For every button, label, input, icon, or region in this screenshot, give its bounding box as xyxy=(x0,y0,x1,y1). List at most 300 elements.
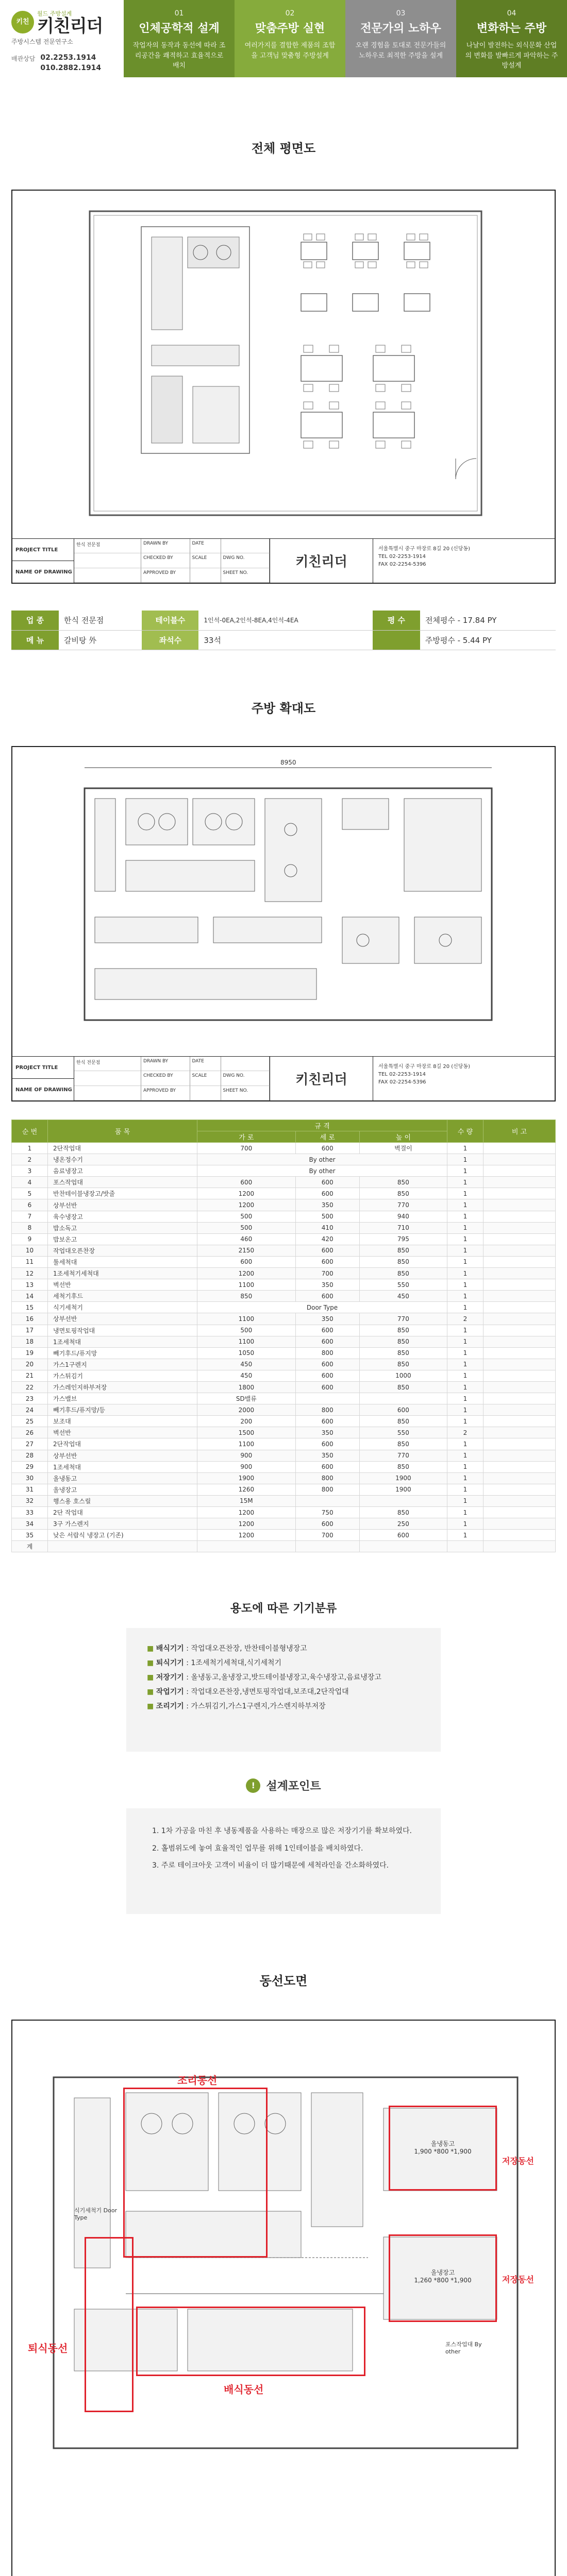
table-cell: 툴세척대 xyxy=(48,1256,197,1267)
table-cell: 7 xyxy=(12,1211,48,1222)
table-cell: 460 xyxy=(197,1233,296,1245)
table-row xyxy=(12,1302,556,1313)
table-cell xyxy=(295,1495,359,1506)
table-cell xyxy=(483,1347,556,1359)
table-cell: 15 xyxy=(12,1302,48,1313)
table-cell: 1900 xyxy=(197,1472,296,1484)
table-row xyxy=(12,1211,556,1222)
table-row xyxy=(12,1256,556,1267)
table-cell: 850 xyxy=(197,1291,296,1302)
table-cell: 600 xyxy=(295,1359,359,1370)
table-cell: 850 xyxy=(359,1245,447,1256)
table-cell: 1 xyxy=(447,1199,483,1211)
table-row xyxy=(12,1484,556,1495)
table-row xyxy=(12,1381,556,1393)
table-cell: 600 xyxy=(295,1256,359,1267)
table-cell: 500 xyxy=(197,1211,296,1222)
table-row xyxy=(12,1177,556,1188)
table-cell: 14 xyxy=(12,1291,48,1302)
table-cell: 1 xyxy=(447,1416,483,1427)
table-cell: 450 xyxy=(197,1370,296,1381)
table-cell: 16 xyxy=(12,1313,48,1325)
table-row xyxy=(12,1393,556,1404)
table-cell: 상부선반 xyxy=(48,1450,197,1461)
col-height: 높 이 xyxy=(359,1131,447,1143)
info-value: 전체평수 - 17.84 PY xyxy=(420,611,556,630)
table-cell: 200 xyxy=(197,1416,296,1427)
table-cell: 가스1구렌지 xyxy=(48,1359,197,1370)
usage-item: ■ 조리기기 : 가스튀김기,가스1구렌지,가스렌지하부저장 xyxy=(147,1699,420,1714)
table-cell: 1200 xyxy=(197,1188,296,1199)
table-cell: By other xyxy=(197,1165,447,1177)
table-cell: 1 xyxy=(447,1336,483,1347)
table-row xyxy=(12,1530,556,1541)
feature-1 xyxy=(124,0,235,77)
table-cell: 22 xyxy=(12,1381,48,1393)
phone-box xyxy=(11,53,124,73)
table-cell: 3구 가스렌지 xyxy=(48,1518,197,1530)
table-cell: 1 xyxy=(447,1359,483,1370)
table-cell xyxy=(483,1393,556,1404)
table-cell xyxy=(483,1438,556,1450)
table-cell: 1 xyxy=(447,1381,483,1393)
floorplan-sheet xyxy=(11,190,556,584)
usage-item: ■ 퇴식기기 : 1조세척기세척대,식기세척기 xyxy=(147,1656,420,1670)
pos-label: 포스작업대 By other xyxy=(445,2341,482,2355)
table-cell: 900 xyxy=(197,1461,296,1472)
table-cell: 1 xyxy=(447,1484,483,1495)
table-cell: 700 xyxy=(197,1143,296,1154)
table-cell: 8 xyxy=(12,1222,48,1233)
table-cell: 33 xyxy=(12,1507,48,1518)
cook-flow-label: 조리동선 xyxy=(177,2074,218,2087)
table-cell: 850 xyxy=(359,1256,447,1267)
checked-by: CHECKED BY xyxy=(141,553,190,568)
table-cell: 600 xyxy=(359,1530,447,1541)
table-cell: 1 xyxy=(447,1165,483,1177)
store-flow-label-2: 저장동선 xyxy=(502,2275,534,2284)
table-cell: 600 xyxy=(295,1325,359,1336)
table-cell: 2 xyxy=(447,1313,483,1325)
table-cell: 1200 xyxy=(197,1507,296,1518)
table-cell: 1 xyxy=(447,1507,483,1518)
tel: TEL 02-2253-1914 xyxy=(378,1072,426,1077)
table-cell: 600 xyxy=(295,1291,359,1302)
table-cell: 770 xyxy=(359,1199,447,1211)
table-cell xyxy=(483,1199,556,1211)
table-row xyxy=(12,1291,556,1302)
table-cell xyxy=(483,1291,556,1302)
floorplan-drawing xyxy=(12,191,555,539)
feature-4 xyxy=(456,0,567,77)
table-cell: 850 xyxy=(359,1438,447,1450)
table-row xyxy=(12,1438,556,1450)
table-row xyxy=(12,1336,556,1347)
section-title-flow: 동선도면 xyxy=(259,1974,308,1988)
design-box xyxy=(126,1808,441,1914)
table-cell: 1 xyxy=(447,1154,483,1165)
table-cell xyxy=(483,1302,556,1313)
feature-text: 오랜 경험을 토대로 전문가들의 노하우로 최적한 주방을 설계 xyxy=(355,42,446,60)
table-cell xyxy=(483,1177,556,1188)
table-cell xyxy=(483,1154,556,1165)
table-cell: 1 xyxy=(447,1302,483,1313)
table-cell: 6 xyxy=(12,1199,48,1211)
drawing-name-label: NAME OF DRAWING xyxy=(15,569,72,575)
table-cell: 850 xyxy=(359,1268,447,1279)
table-cell: 850 xyxy=(359,1359,447,1370)
table-cell: 2단 작업대 xyxy=(48,1507,197,1518)
table-cell: 5 xyxy=(12,1188,48,1199)
store-flow-label-1: 저장동선 xyxy=(502,2156,534,2166)
title-block xyxy=(12,538,555,583)
table-cell xyxy=(483,1188,556,1199)
feature-text: 작업자의 동작과 동선에 따라 조리공간을 쾌적하고 효율적으로 배치 xyxy=(132,42,226,70)
project-title-label: PROJECT TITLE xyxy=(12,539,74,561)
table-cell: 3 xyxy=(12,1165,48,1177)
table-cell: 1 xyxy=(447,1188,483,1199)
retire-flow-label: 퇴식동선 xyxy=(28,2342,68,2354)
table-row xyxy=(12,1143,556,1154)
table-cell: 600 xyxy=(295,1461,359,1472)
table-cell: 육수냉장고 xyxy=(48,1211,197,1222)
table-cell: 1200 xyxy=(197,1518,296,1530)
table-cell: 25 xyxy=(12,1416,48,1427)
table-cell xyxy=(483,1484,556,1495)
usage-item: ■ 배식기기 : 작업대오픈찬장, 반찬테이블형냉장고 xyxy=(147,1641,420,1656)
exclaim-icon: ! xyxy=(246,1778,260,1793)
table-cell: 450 xyxy=(359,1291,447,1302)
table-cell xyxy=(483,1381,556,1393)
table-cell: 1 xyxy=(447,1518,483,1530)
table-cell: 1800 xyxy=(197,1381,296,1393)
table-cell: 2000 xyxy=(197,1404,296,1416)
dishwasher-label: 식기세척기 Door Type xyxy=(74,2207,118,2221)
table-cell: 계 xyxy=(12,1541,48,1552)
table-cell: 밥소독고 xyxy=(48,1222,197,1233)
tel: TEL 02-2253-1914 xyxy=(378,554,426,560)
table-cell: 15M xyxy=(197,1495,296,1506)
table-cell: 600 xyxy=(197,1256,296,1267)
table-cell xyxy=(483,1211,556,1222)
table-cell xyxy=(359,1393,447,1404)
table-cell xyxy=(197,1541,296,1552)
info-key: 메 뉴 xyxy=(11,630,59,650)
table-cell: 18 xyxy=(12,1336,48,1347)
table-row xyxy=(12,1416,556,1427)
table-cell: 1 xyxy=(447,1222,483,1233)
table-cell xyxy=(359,1541,447,1552)
table-row xyxy=(12,1165,556,1177)
table-cell: 올냉동고 xyxy=(48,1472,197,1484)
kitchen-dimension: 8950 xyxy=(280,759,296,766)
table-cell: 1200 xyxy=(197,1530,296,1541)
table-cell: 710 xyxy=(359,1222,447,1233)
table-cell: 음료냉장고 xyxy=(48,1165,197,1177)
table-cell: 700 xyxy=(295,1530,359,1541)
table-cell: 24 xyxy=(12,1404,48,1416)
table-row xyxy=(12,1495,556,1506)
table-cell: 1 xyxy=(12,1143,48,1154)
table-cell: 올냉장고 xyxy=(48,1484,197,1495)
table-cell: 600 xyxy=(295,1416,359,1427)
table-cell: 보조대 xyxy=(48,1416,197,1427)
page-header xyxy=(0,0,567,77)
table-cell: 1 xyxy=(447,1370,483,1381)
address: 서울특별시 중구 마장로 8길 20 (신당동) xyxy=(378,1064,471,1070)
table-cell: 900 xyxy=(197,1450,296,1461)
col-no: 순 번 xyxy=(12,1120,48,1143)
table-cell xyxy=(483,1370,556,1381)
table-cell: 850 xyxy=(359,1347,447,1359)
table-cell: 600 xyxy=(295,1438,359,1450)
date-label: DATE xyxy=(190,1057,221,1071)
table-cell: 벽선반 xyxy=(48,1427,197,1438)
table-cell xyxy=(483,1359,556,1370)
table-cell: 세척기후드 xyxy=(48,1291,197,1302)
table-cell: 350 xyxy=(295,1313,359,1325)
table-cell: 2 xyxy=(12,1154,48,1165)
table-cell: 800 xyxy=(295,1404,359,1416)
table-cell: 4 xyxy=(12,1177,48,1188)
table-cell: 770 xyxy=(359,1450,447,1461)
table-cell: 1900 xyxy=(359,1484,447,1495)
cook-zone xyxy=(123,2088,268,2258)
table-cell xyxy=(483,1165,556,1177)
table-row xyxy=(12,1279,556,1291)
serve-flow-label: 배식동선 xyxy=(224,2383,264,2396)
info-value: 33석 xyxy=(198,630,373,650)
table-cell xyxy=(483,1233,556,1245)
table-cell: 850 xyxy=(359,1381,447,1393)
table-cell: 밥보온고 xyxy=(48,1233,197,1245)
table-cell xyxy=(483,1416,556,1427)
table-cell xyxy=(483,1427,556,1438)
table-cell: 420 xyxy=(295,1233,359,1245)
scale-label: SCALE xyxy=(190,1071,221,1086)
logo-tag: 월드 주방설계 xyxy=(37,10,72,17)
serve-zone xyxy=(136,2307,365,2376)
info-value: 갈비탕 外 xyxy=(59,630,142,650)
kitchen-sheet xyxy=(11,746,556,1101)
approved-by: APPROVED BY xyxy=(141,1086,190,1100)
phone-number[interactable]: 02.2253.1914 xyxy=(40,54,96,62)
scale-label: SCALE xyxy=(190,553,221,568)
table-cell xyxy=(359,1495,447,1506)
drawn-by: DRAWN BY xyxy=(141,1057,190,1071)
table-cell: 1 xyxy=(447,1325,483,1336)
table-cell: 20 xyxy=(12,1359,48,1370)
table-cell: 10 xyxy=(12,1245,48,1256)
table-cell: 1조세척대 xyxy=(48,1336,197,1347)
info-key: 평 수 xyxy=(373,611,420,630)
feature-num: 04 xyxy=(507,9,516,18)
store-info-table xyxy=(11,611,556,650)
title-block-logo: 키친리더 xyxy=(270,539,373,583)
table-cell: 2150 xyxy=(197,1245,296,1256)
dwg-label: DWG NO. xyxy=(221,1071,270,1086)
table-row xyxy=(12,1325,556,1336)
table-cell: 11 xyxy=(12,1256,48,1267)
table-cell xyxy=(483,1313,556,1325)
fridge-label: 올냉장고 1,260 *800 *1,900 xyxy=(414,2269,472,2284)
table-cell xyxy=(483,1450,556,1461)
table-cell: 12 xyxy=(12,1268,48,1279)
table-cell: 850 xyxy=(359,1325,447,1336)
checked-by: CHECKED BY xyxy=(141,1071,190,1086)
table-cell xyxy=(483,1279,556,1291)
table-cell: 1100 xyxy=(197,1336,296,1347)
table-cell xyxy=(483,1222,556,1233)
logo-sub: 주방시스템 전문연구소 xyxy=(11,38,73,45)
date-label: DATE xyxy=(190,539,221,553)
table-row xyxy=(12,1518,556,1530)
table-row xyxy=(12,1370,556,1381)
table-cell: 반찬테이블냉장고/밧줄 xyxy=(48,1188,197,1199)
table-cell: 600 xyxy=(295,1177,359,1188)
table-cell: 31 xyxy=(12,1484,48,1495)
table-cell: By other xyxy=(197,1154,447,1165)
approved-by: APPROVED BY xyxy=(141,568,190,583)
table-cell: 1 xyxy=(447,1211,483,1222)
table-cell: 1900 xyxy=(359,1472,447,1484)
feature-num: 03 xyxy=(396,9,406,18)
table-cell: 800 xyxy=(295,1484,359,1495)
table-cell xyxy=(483,1325,556,1336)
info-key: 좌석수 xyxy=(142,630,198,650)
table-cell: 850 xyxy=(359,1461,447,1472)
table-row xyxy=(12,1427,556,1438)
table-cell: 1100 xyxy=(197,1313,296,1325)
usage-item: ■ 저장기기 : 올냉동고,올냉장고,밧드테이블냉장고,육수냉장고,음료냉장고 xyxy=(147,1670,420,1685)
table-cell: 1 xyxy=(447,1404,483,1416)
feature-num: 02 xyxy=(285,9,295,18)
table-row xyxy=(12,1245,556,1256)
table-row xyxy=(12,1507,556,1518)
table-cell xyxy=(483,1268,556,1279)
col-spec: 규 격 xyxy=(197,1120,447,1131)
table-cell: 식기세척기 xyxy=(48,1302,197,1313)
table-cell xyxy=(295,1393,359,1404)
drawn-by: DRAWN BY xyxy=(141,539,190,553)
table-cell xyxy=(483,1530,556,1541)
dwg-label: DWG NO. xyxy=(221,553,270,568)
info-value: 한식 전문점 xyxy=(59,611,142,630)
table-cell: 1 xyxy=(447,1268,483,1279)
table-cell: 상부선반 xyxy=(48,1313,197,1325)
table-cell: 1 xyxy=(447,1450,483,1461)
table-cell: 32 xyxy=(12,1495,48,1506)
table-row xyxy=(12,1268,556,1279)
section-title-floorplan: 전체 평면도 xyxy=(251,141,316,156)
table-cell: 30 xyxy=(12,1472,48,1484)
table-cell xyxy=(483,1143,556,1154)
table-cell: 1조세척대 xyxy=(48,1461,197,1472)
table-cell: 1200 xyxy=(197,1199,296,1211)
usage-box xyxy=(126,1628,441,1752)
table-cell: 1 xyxy=(447,1347,483,1359)
table-cell: 빼기후드/퓨지망 xyxy=(48,1347,197,1359)
table-cell: 1 xyxy=(447,1256,483,1267)
table-cell xyxy=(483,1461,556,1472)
feature-2 xyxy=(235,0,345,77)
feature-text: 여러가지를 결합한 제품의 조합을 고객님 맞춤형 주방설계 xyxy=(244,42,336,60)
table-cell: 600 xyxy=(197,1177,296,1188)
table-cell: 1500 xyxy=(197,1427,296,1438)
feature-text: 나날이 발전하는 외식문화 산업의 변화를 발빠르게 파악하는 주방설계 xyxy=(465,42,558,70)
table-cell: 21 xyxy=(12,1370,48,1381)
table-cell: 600 xyxy=(295,1381,359,1393)
title-block-logo: 키친리더 xyxy=(270,1057,373,1100)
table-cell: 450 xyxy=(197,1359,296,1370)
table-cell xyxy=(483,1336,556,1347)
table-cell xyxy=(483,1541,556,1552)
table-row xyxy=(12,1472,556,1484)
col-qty: 수 량 xyxy=(447,1120,483,1143)
table-cell: 770 xyxy=(359,1313,447,1325)
table-row xyxy=(12,1450,556,1461)
table-cell: 500 xyxy=(295,1211,359,1222)
table-cell xyxy=(483,1507,556,1518)
brand-block xyxy=(0,0,124,77)
table-cell: 13 xyxy=(12,1279,48,1291)
table-cell: 작업대오픈찬장 xyxy=(48,1245,197,1256)
table-cell: 350 xyxy=(295,1450,359,1461)
info-key: 테이블수 xyxy=(142,611,198,630)
table-cell: 상부선반 xyxy=(48,1199,197,1211)
table-cell: 26 xyxy=(12,1427,48,1438)
table-cell xyxy=(483,1404,556,1416)
usage-item: ■ 작업기기 : 작업대오픈찬장,냉면토핑작업대,보조대,2단작업대 xyxy=(147,1685,420,1699)
mobile-number[interactable]: 010.2882.1914 xyxy=(40,63,102,72)
table-cell: 1 xyxy=(447,1233,483,1245)
col-depth: 세 로 xyxy=(295,1131,359,1143)
table-cell: 250 xyxy=(359,1518,447,1530)
usage-title: 용도에 따른 기기분류 xyxy=(230,1602,337,1615)
table-cell: 600 xyxy=(295,1518,359,1530)
table-cell: 벽선반 xyxy=(48,1279,197,1291)
table-cell: 750 xyxy=(295,1507,359,1518)
info-key xyxy=(373,630,420,650)
table-cell: 1 xyxy=(447,1291,483,1302)
table-cell: 1100 xyxy=(197,1438,296,1450)
sheet-label: SHEET NO. xyxy=(221,1086,270,1100)
table-cell: 850 xyxy=(359,1177,447,1188)
table-cell: 500 xyxy=(197,1222,296,1233)
info-value: 주방평수 - 5.44 PY xyxy=(420,630,556,650)
col-note: 비 고 xyxy=(483,1120,556,1143)
feature-title: 인체공학적 설계 xyxy=(139,22,220,35)
col-name: 품 목 xyxy=(48,1120,197,1143)
freezer-label: 올냉동고 1,900 *800 *1,900 xyxy=(414,2140,472,2155)
title-block xyxy=(12,1056,555,1100)
table-cell: 1 xyxy=(447,1245,483,1256)
feature-num: 01 xyxy=(174,9,184,18)
feature-3 xyxy=(345,0,456,77)
table-cell: 빼기후드/퓨지망/등 xyxy=(48,1404,197,1416)
table-cell: 29 xyxy=(12,1461,48,1472)
design-point: 3. 주로 테이크아웃 고객이 비율이 더 많기때문에 세척라인을 간소화하였다. xyxy=(152,1861,389,1870)
table-row xyxy=(12,1188,556,1199)
table-cell: 1 xyxy=(447,1461,483,1472)
table-cell: 35 xyxy=(12,1530,48,1541)
table-cell: 800 xyxy=(295,1472,359,1484)
table-cell xyxy=(483,1472,556,1484)
table-cell: 350 xyxy=(295,1279,359,1291)
feature-title: 전문가의 노하우 xyxy=(360,22,441,35)
table-cell: 1 xyxy=(447,1495,483,1506)
table-cell: 850 xyxy=(359,1188,447,1199)
